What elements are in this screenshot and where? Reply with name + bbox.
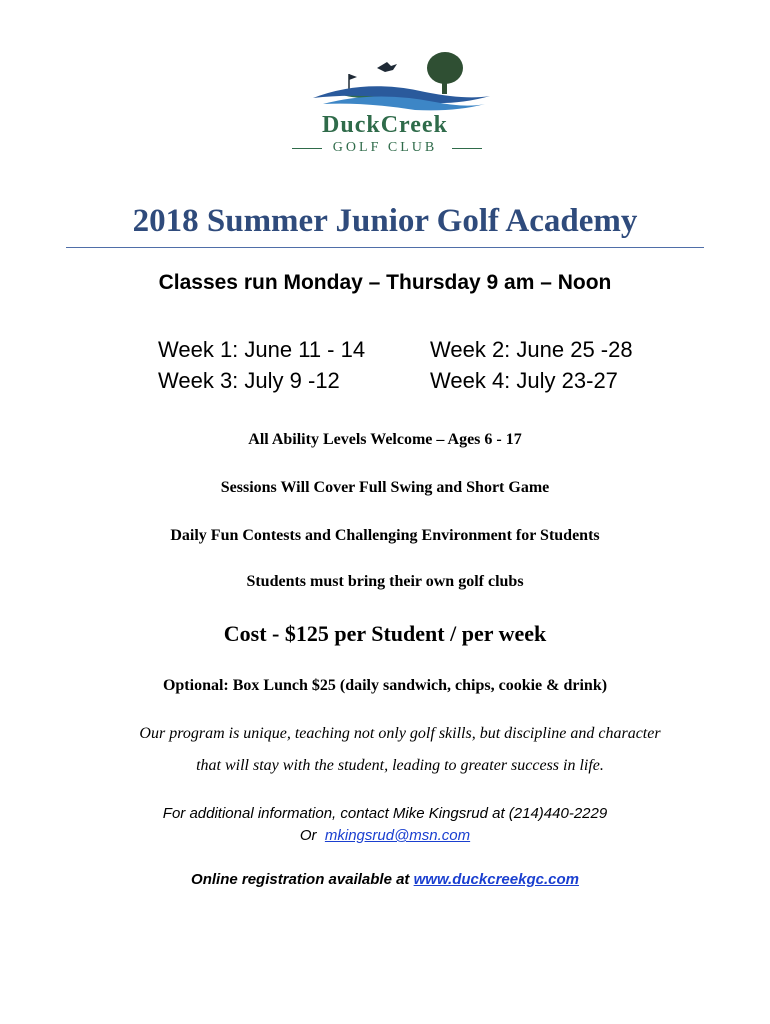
- registration-label: Online registration available at: [191, 871, 410, 888]
- week-1: Week 1: June 11 - 14: [158, 337, 366, 362]
- logo-name: DuckCreek: [322, 112, 448, 138]
- week-3: Week 3: July 9 -12: [158, 368, 340, 393]
- logo-divider-right: [452, 148, 482, 149]
- week-2: Week 2: June 25 -28: [430, 337, 633, 362]
- contact-info: For additional information, contact Mike Kingsrud at (214)440-2229: [162, 805, 608, 822]
- week-4: Week 4: July 23-27: [430, 368, 618, 393]
- or-label: Or: [299, 827, 317, 844]
- feature-sessions: Sessions Will Cover Full Swing and Short Game: [220, 479, 550, 496]
- mission-line-2: that will stay with the student, leading to greater success in life.: [196, 757, 604, 774]
- email-link[interactable]: mkingsrud@msn.com: [324, 827, 471, 844]
- feature-clubs: Students must bring their own golf clubs: [246, 573, 524, 590]
- contact-email-line: [100, 827, 670, 844]
- logo-subtitle: GOLF CLUB: [332, 140, 438, 155]
- page-title: 2018 Summer Junior Golf Academy: [132, 203, 638, 239]
- feature-ability: All Ability Levels Welcome – Ages 6 - 17: [248, 431, 522, 448]
- website-link[interactable]: www.duckcreekgc.com: [413, 871, 579, 888]
- title-divider: [66, 247, 704, 248]
- registration-line: [100, 871, 670, 888]
- class-schedule: Classes run Monday – Thursday 9 am – Noon: [158, 271, 612, 294]
- mission-line-1: Our program is unique, teaching not only golf skills, but discipline and character: [139, 725, 661, 742]
- cost: Cost - $125 per Student / per week: [223, 621, 547, 646]
- feature-contests: Daily Fun Contests and Challenging Environment for Students: [170, 527, 600, 544]
- optional-lunch: Optional: Box Lunch $25 (daily sandwich, chips, cookie & drink): [162, 677, 608, 694]
